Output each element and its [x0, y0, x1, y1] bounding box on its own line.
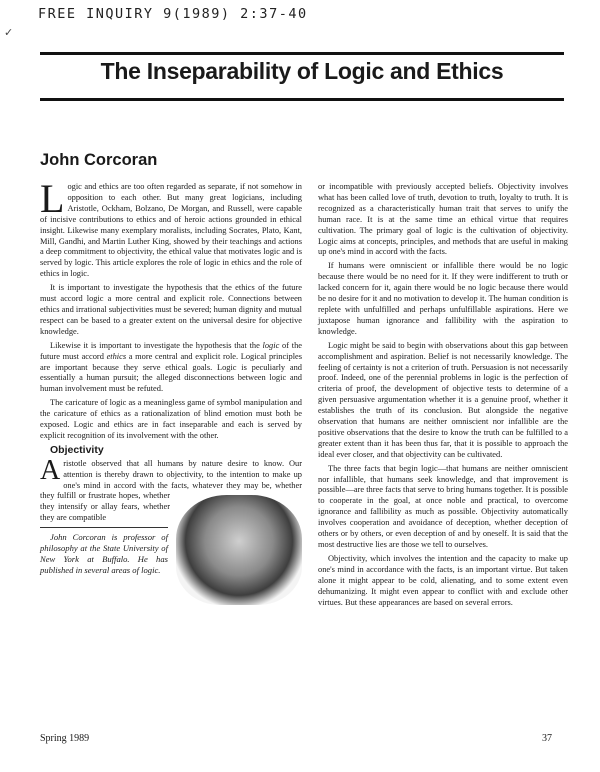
drop-cap-L: L: [40, 176, 65, 221]
author-bio-caption: John Corcoran is professor of philosophy at the State University of New York at Buffalo. He has published in several areas of logic.: [40, 527, 168, 576]
margin-mark: ✓: [4, 27, 14, 39]
right-paragraph-2: If humans were omniscient or infallible there would be no logic because there would be no need for it. If they were indifferent to truth or lacked concern for it, again there would be no logic because there would be no desire for it and no motivation to develop it. The human condition is replete with unfulfilled and perhaps unfulfillable aspirations. Here we juxtapose human ignorance and fallibility with the aspiration to knowledge.: [318, 261, 568, 336]
section-heading-objectivity: Objectivity: [50, 443, 104, 456]
intro-text: ogic and ethics are too often regarded as separate, if not somehow in opposition to each other. But many great logicians, including Aristotle, Ockham, Bolzano, De Morgan, and Russell, were capable of incisive contributions to ethics and of heroic actions grounded in ethical insight. Likewise many exemplary moralists, including Socrates, Plato, Kant, Mill, Gandhi, and Martin Luther King, showed by their teachings and actions a deep commitment to objectivity, the ethical value that motivates logic and is served by logic. This article explores the role of logic in ethics and the role of ethics in logic.: [40, 182, 302, 279]
right-paragraph-4: The three facts that begin logic—that humans are neither omniscient nor infallible, that humans seek knowledge, and that improvement is possible—are three facts that serve to bring humans together. It is possible to cooperate in the goal, at once noble and practical, to overcome ignorance and fallibility as much as possible. Objectivity automatically involves cooperation and avoidance of deception, whether deception of others or by others, or even deception of and by oneself. It is said that the most destructive lies are those we tell to ourselves.: [318, 463, 568, 549]
drop-cap-A: A: [40, 454, 61, 486]
issue-date: Spring 1989: [40, 733, 90, 744]
objectivity-text-1: ristotle observed that all humans by nature desire to know. Our attention is thereby drawn to objectivity, to the intention to make up one's mind in accord with the facts,: [63, 458, 302, 490]
right-paragraph-3: Logic might be said to begin with observations about this gap between accomplishment and aspiration. Belief is not necessarily knowledge. The feeling of certainty is not a criterion of truth. Persuasion is not necessarily proof. Indeed, one of the perennial problems in logic is the perfection of criteria of proof, the development of objective tests to determine of a given persuasive argumentation whether it is a genuine proof, whether it establishes the truth of its conclusion. But alongside the negative observation that humans are neither omniscient nor infallible are the positive observations that the desire to know the truth can be fulfilled to a greater extent than it has been thus far, that it is possible to approach the ideal ever closer, and that objectivity can be cultivated.: [318, 340, 568, 459]
paragraph-3: Likewise it is important to investigate the hypothesis that the logic of the future must accord ethics a more central and explicit role. Logical principles are important because they serve ethical goals. Logic is peculiarly and essentially a human pursuit; the alleged disconnections between logic and human involvement must be refuted.: [40, 340, 302, 394]
author-photo: [176, 495, 302, 605]
author-photo-box: [176, 495, 302, 605]
right-paragraph-5: Objectivity, which involves the intention and the capacity to make up one's mind in accordance with the facts, is an important virtue. But taken alone it might appear to be cold, alienating, and to some extent even dehumanizing. It might even appear to conflict with and exclude other virtues. But these appearances are based on several errors.: [318, 553, 568, 607]
emph-ethics: ethics: [106, 351, 127, 361]
right-paragraph-1: or incompatible with previously accepted beliefs. Objectivity involves what has been called love of truth, devotion to truth, loyalty to truth. It is recognized as a characteristically human trait that serves to unify the human race. It is at the same time an ethical virtue that requires cultivation. The primary goal of logic is the cultivation of objectivity. Logic aims at concepts, principles, and methods that are useful in making up one's mind in accord with the facts.: [318, 182, 568, 257]
title-top-rule: [40, 52, 564, 55]
title-bottom-rule: [40, 98, 564, 101]
intro-paragraph: [40, 176, 302, 280]
page-number: 37: [542, 733, 552, 744]
paragraph-4: The caricature of logic as a meaningless game of symbol manipulation and the caricature of ethics as a rationalization of blind emotion must both be exposed. Logic and ethics are in fact inseparable and each is served by explicit recognition of its involvement with the other.: [40, 398, 302, 440]
objectivity-paragraph: [40, 454, 303, 524]
left-column: [40, 176, 303, 607]
right-column: [318, 182, 568, 611]
author-name: John Corcoran: [40, 151, 158, 169]
paragraph-2: It is important to investigate the hypothesis that the ethics of the future must accord logic a more central and explicit role. Connections between ethics and irrational subjectivities must be severed; human dignity and mutual respect can be based to a greater extent on the universal desire for objective knowledge.: [40, 283, 302, 336]
article-title: The Inseparability of Logic and Ethics: [100, 58, 504, 84]
handwritten-citation: FREE INQUIRY 9(1989) 2:37-40: [38, 6, 308, 22]
objectivity-text-2: whatever they may be, whether they fulfill or frustrate hopes, whether they intensify or allay fears, whether they are compatible: [40, 480, 303, 523]
emph-logic: logic: [262, 340, 280, 350]
